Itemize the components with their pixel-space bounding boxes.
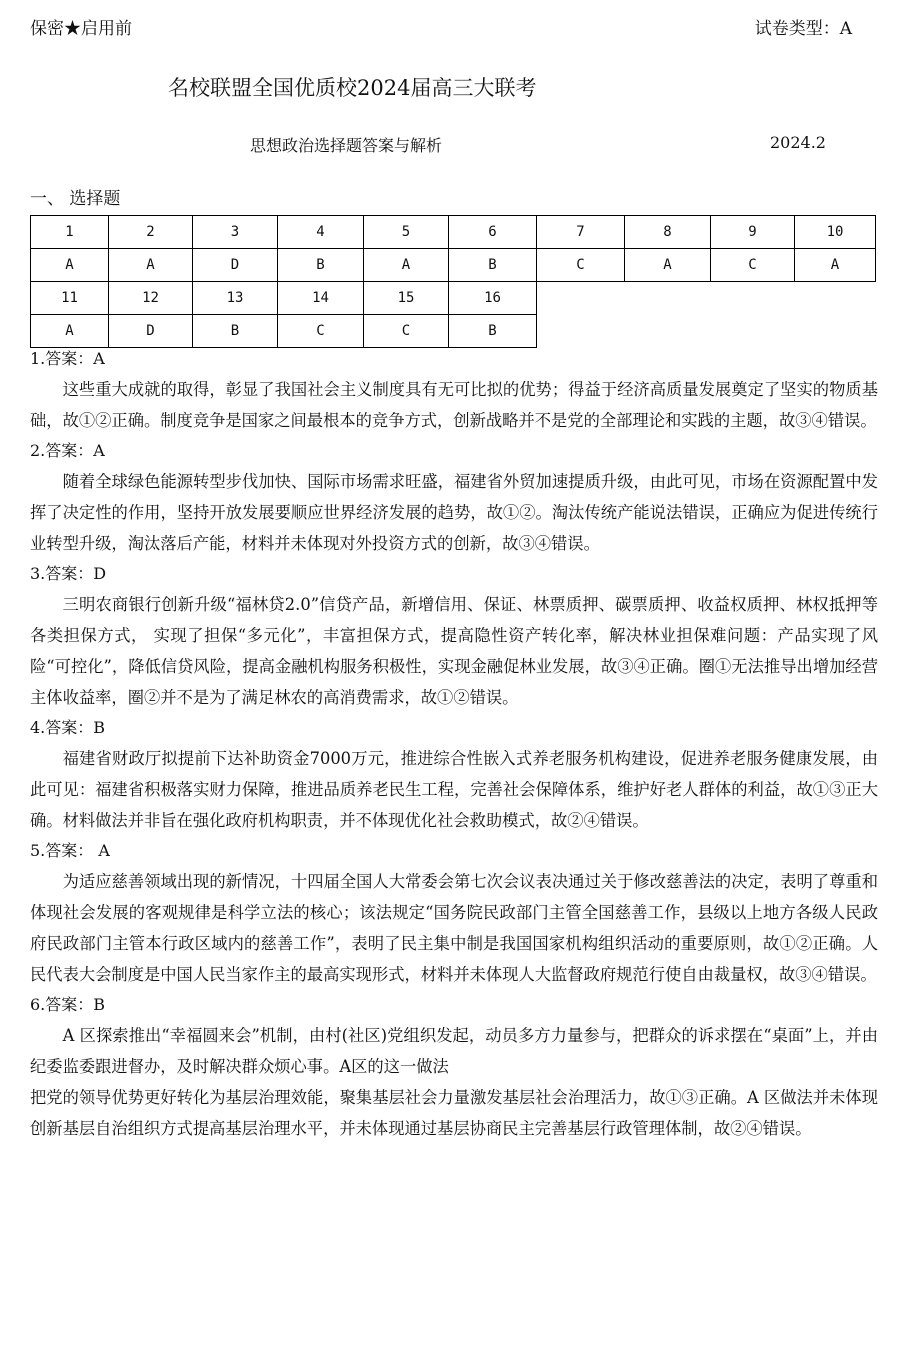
explanation-text: 随着全球绿色能源转型步伐加快、国际市场需求旺盛，福建省外贸加速提质升级，由此可见，市场在资源配置中发挥了决定性的作用，坚持开放发展要顺应世界经济发展的趋势，故①②。淘汰传统产能说法错误，正确应为促进传统行业转型升级，淘汰落后产能，材料并未体现对外投资方式的创新，故③④错误。 [30, 472, 878, 553]
table-cell-answer: C [364, 315, 449, 348]
answer-heading: 1.答案：A [30, 349, 105, 368]
table-cell-answer: A [625, 249, 711, 282]
table-blank-area [537, 282, 876, 348]
explanation-text: 福建省财政厅拟提前下达补助资金7000万元，推进综合性嵌入式养老服务机构建设，促进养老服务健康发展，由此可见：福建省积极落实财力保障，推进品质养老民生工程，完善社会保障体系，维护好老人群体的利益，故①③正大确。材料做法并非旨在强化政府机构职责，并不体现优化社会救助模式，故②④错误。 [30, 749, 878, 830]
table-cell-answer: A [31, 249, 109, 282]
explanation-text: 三明农商银行创新升级“福林贷2.0”信贷产品，新增信用、保证、林票质押、碳票质押、收益权质押、林权抵押等各类担保方式， 实现了担保“多元化”，丰富担保方式，提高隐性资产转化率，解决林业担保难问题：产品实现了风险“可控化”，降低信贷风险，提高金融机构服务积极性，实现金融促林业发展，故③④正确。圈①无法推导出增加经营主体收益率，圈②并不是为了满足林农的高消费需求，故①②错误。 [30, 595, 878, 707]
date-label: 2024.2 [770, 133, 826, 152]
secrecy-label: 保密★启用前 [30, 19, 132, 39]
explanation-text: 这些重大成就的取得，彰显了我国社会主义制度具有无可比拟的优势；得益于经济高质量发展奠定了坚实的物质基础，故①②正确。制度竞争是国家之间最根本的竞争方式，创新战略并不是党的全部理论和实践的主题，故③④错误。 [30, 380, 878, 430]
table-cell-answer: C [278, 315, 364, 348]
table-cell-number: 15 [364, 282, 449, 315]
table-row-numbers-2 [31, 282, 876, 315]
table-cell-number: 3 [193, 216, 278, 249]
table-cell-answer: A [795, 249, 876, 282]
table-cell-number: 16 [449, 282, 537, 315]
table-row-numbers-1 [31, 216, 876, 249]
table-cell-answer: B [278, 249, 364, 282]
answer-heading: 4.答案：B [30, 718, 106, 737]
table-cell-answer: A [364, 249, 449, 282]
table-cell-answer: A [109, 249, 193, 282]
explanation-text: A 区探索推出“幸福圆来会”机制，由村(社区)党组织发起，动员多方力量参与，把群众的诉求摆在“桌面”上，并由纪委监委跟进督办，及时解决群众烦心事。A区的这一做法 [30, 1026, 878, 1076]
table-cell-number: 2 [109, 216, 193, 249]
explanation-block [30, 713, 878, 836]
answer-table [30, 215, 876, 348]
explanation-text-continued: 把党的领导优势更好转化为基层治理效能，聚集基层社会力量激发基层社会治理活力，故①③正确。A 区做法并未体现创新基层自治组织方式提高基层治理水平，并未体现通过基层协商民主完善基层行政管理体制，故②④错误。 [30, 1088, 878, 1138]
page-title: 名校联盟全国优质校2024届高三大联考 [168, 76, 537, 100]
table-cell-number: 1 [31, 216, 109, 249]
table-cell-answer: C [537, 249, 625, 282]
table-cell-number: 14 [278, 282, 364, 315]
table-cell-answer: B [449, 315, 537, 348]
table-cell-answer: D [109, 315, 193, 348]
table-cell-answer: B [449, 249, 537, 282]
table-cell-answer: A [31, 315, 109, 348]
table-cell-number: 8 [625, 216, 711, 249]
table-cell-number: 10 [795, 216, 876, 249]
explanation-block [30, 836, 878, 990]
section-title: 一、 选择题 [30, 189, 121, 209]
explanation-block [30, 559, 878, 713]
table-cell-answer: D [193, 249, 278, 282]
table-cell-number: 11 [31, 282, 109, 315]
explanation-block [30, 990, 878, 1144]
table-row-answers-1 [31, 249, 876, 282]
table-cell-number: 7 [537, 216, 625, 249]
paper-type-label: 试卷类型：A [754, 19, 852, 39]
table-cell-number: 5 [364, 216, 449, 249]
table-cell-answer: B [193, 315, 278, 348]
table-cell-number: 4 [278, 216, 364, 249]
table-cell-number: 12 [109, 282, 193, 315]
table-cell-number: 9 [711, 216, 795, 249]
answer-heading: 2.答案：A [30, 441, 105, 460]
table-cell-number: 13 [193, 282, 278, 315]
answer-heading: 6.答案：B [30, 995, 106, 1014]
answer-heading: 3.答案：D [30, 564, 107, 583]
explanation-block [30, 436, 878, 559]
answer-heading: 5.答案： A [30, 841, 110, 860]
table-cell-number: 6 [449, 216, 537, 249]
explanations-section [30, 344, 878, 1144]
page-subtitle: 思想政治选择题答案与解析 [250, 136, 443, 155]
explanation-block [30, 344, 878, 436]
explanation-text: 为适应慈善领域出现的新情况，十四届全国人大常委会第七次会议表决通过关于修改慈善法的决定，表明了尊重和体现社会发展的客观规律是科学立法的核心；该法规定“国务院民政部门主管全国慈善工作，县级以上地方各级人民政府民政部门主管本行政区域内的慈善工作”，表明了民主集中制是我国国家机构组织活动的重要原则，故①②正确。人民代表大会制度是中国人民当家作主的最高实现形式，材料并未体现人大监督政府规范行使自由裁量权，故③④错误。 [30, 872, 878, 984]
table-cell-answer: C [711, 249, 795, 282]
